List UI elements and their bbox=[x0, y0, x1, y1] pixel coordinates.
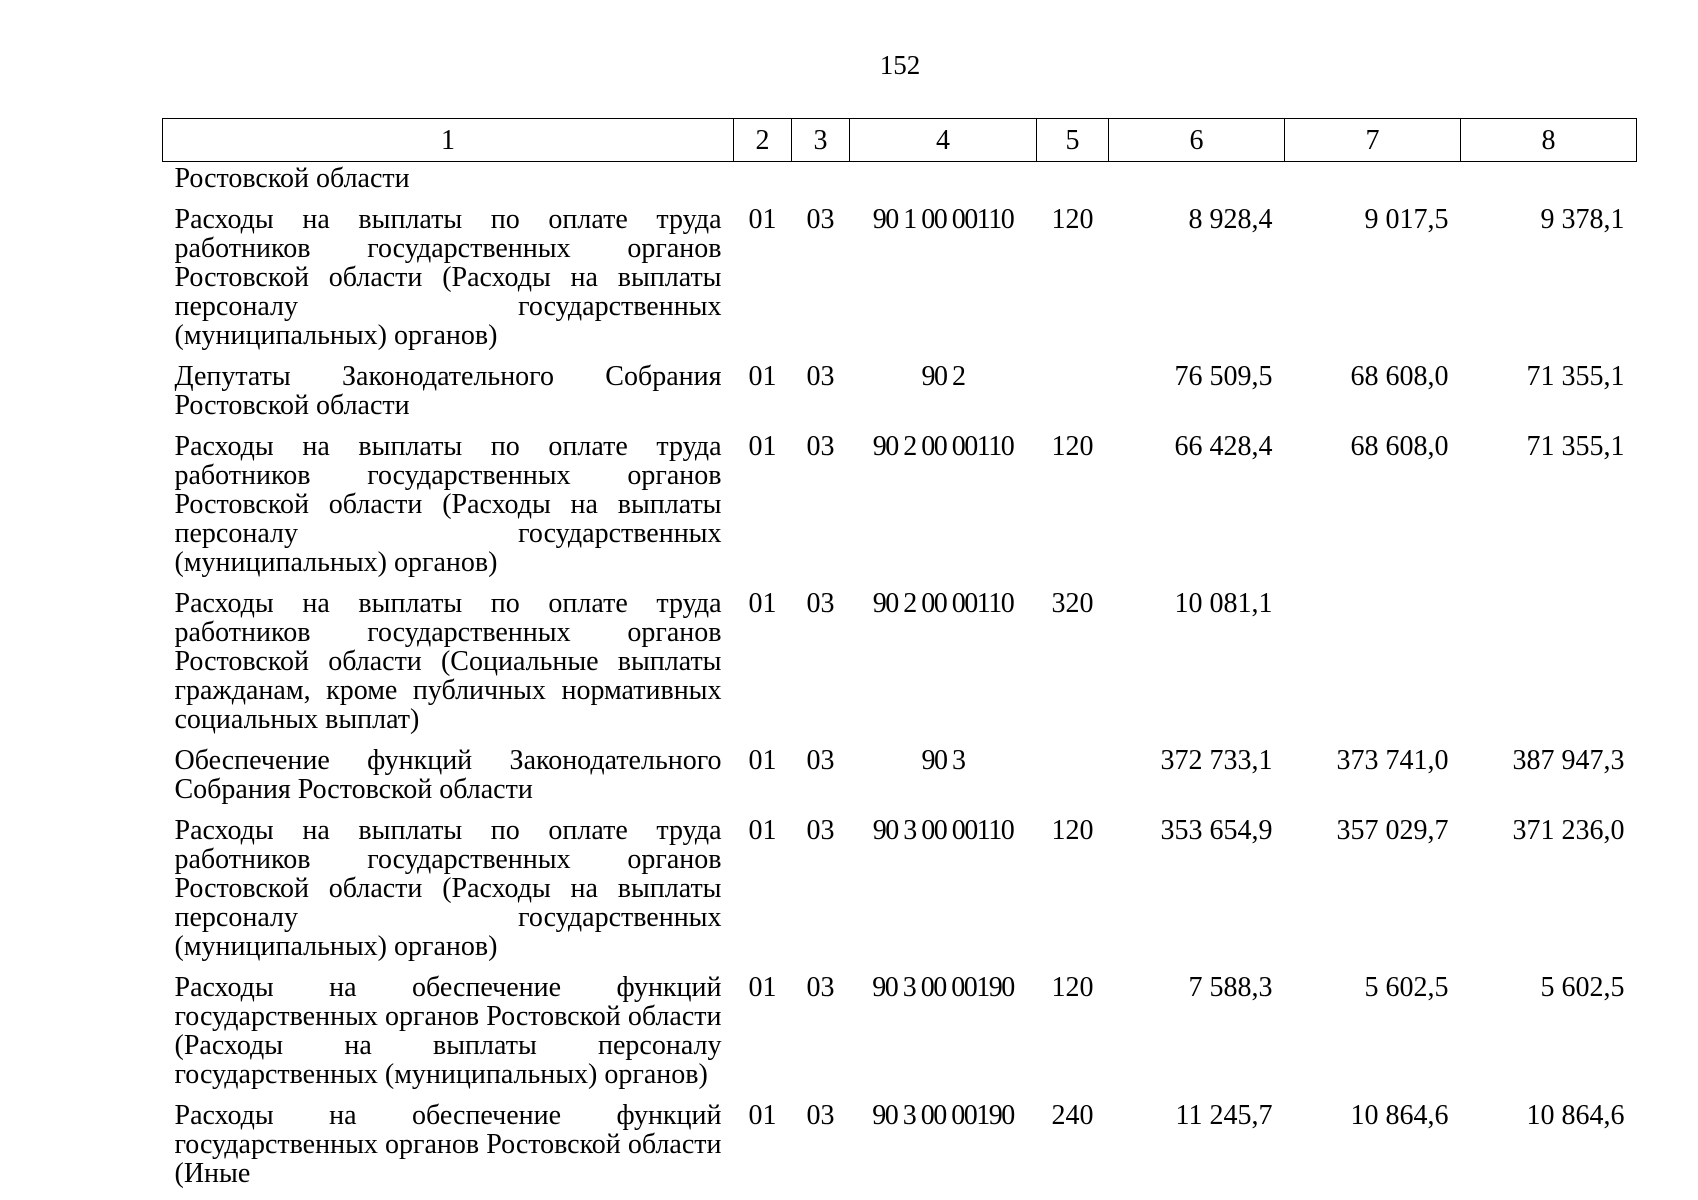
column-header-3: 3 bbox=[792, 119, 850, 162]
expense-type-code: 120 bbox=[1051, 204, 1094, 235]
amount-col-8 bbox=[1461, 589, 1637, 746]
row-description: Расходы на выплаты по оплате труда работников государственных органов Ростовской области (Расходы на выплаты персоналу государственных (муниципальных) органов) bbox=[174, 815, 722, 962]
amount-col-7: 10 864,6 bbox=[1350, 1100, 1449, 1131]
column-header-1: 1 bbox=[163, 119, 734, 162]
budget-table bbox=[162, 118, 1637, 1200]
table-row bbox=[163, 746, 1637, 816]
expense-type-code bbox=[1037, 746, 1109, 816]
amount-col-7: 373 741,0 bbox=[1336, 745, 1449, 776]
row-description: Депутаты Законодательного Собрания Ростовской области bbox=[174, 361, 722, 421]
row-description: Расходы на выплаты по оплате труда работников государственных органов Ростовской области (Расходы на выплаты персоналу государственных (муниципальных) органов) bbox=[174, 204, 722, 351]
target-article-code: 90 2 00 00110 bbox=[872, 431, 1014, 462]
column-header-7: 7 bbox=[1285, 119, 1461, 162]
header-row bbox=[163, 119, 1637, 162]
target-article-code: 90 1 00 00110 bbox=[872, 204, 1014, 235]
table-row bbox=[163, 1101, 1637, 1200]
table-row bbox=[163, 362, 1637, 432]
amount-col-6: 353 654,9 bbox=[1160, 815, 1273, 846]
expense-type-code: 240 bbox=[1051, 1100, 1094, 1131]
table-row bbox=[163, 973, 1637, 1101]
page-number: 152 bbox=[879, 50, 921, 80]
section-code: 01 bbox=[748, 588, 777, 619]
expense-type-code: 120 bbox=[1051, 431, 1094, 462]
amount-col-8: 71 355,1 bbox=[1526, 431, 1625, 462]
target-article-code: 90 3 00 00110 bbox=[872, 815, 1014, 846]
table-row bbox=[163, 816, 1637, 973]
subsection-code: 03 bbox=[806, 972, 835, 1003]
table-row bbox=[163, 432, 1637, 589]
amount-col-7: 357 029,7 bbox=[1336, 815, 1449, 846]
row-description: Расходы на обеспечение функций государственных органов Ростовской области (Расходы на выплаты персоналу государственных (муниципальных) органов) bbox=[174, 972, 722, 1090]
subsection-code: 03 bbox=[806, 431, 835, 462]
section-code: 01 bbox=[748, 204, 777, 235]
amount-col-8: 71 355,1 bbox=[1526, 361, 1625, 392]
amount-col-8: 10 864,6 bbox=[1526, 1100, 1625, 1131]
amount-col-7: 5 602,5 bbox=[1364, 972, 1449, 1003]
target-article-code: 90 2 00 00110 bbox=[872, 588, 1014, 619]
amount-col-7 bbox=[1285, 589, 1461, 746]
row-description: Обеспечение функций Законодательного Собрания Ростовской области bbox=[174, 745, 722, 805]
amount-col-8: 371 236,0 bbox=[1512, 815, 1625, 846]
column-header-4: 4 bbox=[850, 119, 1037, 162]
section-code: 01 bbox=[748, 815, 777, 846]
expense-type-code: 120 bbox=[1051, 972, 1094, 1003]
subsection-code: 03 bbox=[806, 815, 835, 846]
amount-col-6: 66 428,4 bbox=[1174, 431, 1273, 462]
expense-type-code bbox=[1037, 362, 1109, 432]
expense-type-code: 320 bbox=[1051, 588, 1094, 619]
amount-col-6: 76 509,5 bbox=[1174, 361, 1273, 392]
amount-col-8: 9 378,1 bbox=[1540, 204, 1625, 235]
amount-col-6: 11 245,7 bbox=[1175, 1100, 1273, 1131]
column-header-2: 2 bbox=[734, 119, 792, 162]
subsection-code: 03 bbox=[806, 588, 835, 619]
subsection-code: 03 bbox=[806, 361, 835, 392]
subsection-code: 03 bbox=[806, 1100, 835, 1131]
target-article-code: 90 3 bbox=[921, 745, 965, 776]
section-code: 01 bbox=[748, 1100, 777, 1131]
row-description: Расходы на обеспечение функций государственных органов Ростовской области (Иные bbox=[174, 1100, 722, 1189]
target-article-code: 90 3 00 00190 bbox=[872, 1100, 1014, 1131]
amount-col-7: 68 608,0 bbox=[1350, 361, 1449, 392]
column-header-6: 6 bbox=[1109, 119, 1285, 162]
amount-col-6: 372 733,1 bbox=[1160, 745, 1273, 776]
subsection-code: 03 bbox=[806, 204, 835, 235]
column-header-8: 8 bbox=[1461, 119, 1637, 162]
expense-type-code: 120 bbox=[1051, 815, 1094, 846]
continuation-row bbox=[163, 162, 1637, 206]
target-article-code: 90 3 00 00190 bbox=[872, 972, 1014, 1003]
table-row bbox=[163, 205, 1637, 362]
target-article-code: 90 2 bbox=[921, 361, 965, 392]
amount-col-8: 5 602,5 bbox=[1540, 972, 1625, 1003]
section-code: 01 bbox=[748, 431, 777, 462]
continuation-text: Ростовской области bbox=[174, 163, 410, 194]
table-row bbox=[163, 589, 1637, 746]
amount-col-6: 7 588,3 bbox=[1188, 972, 1273, 1003]
section-code: 01 bbox=[748, 745, 777, 776]
section-code: 01 bbox=[748, 361, 777, 392]
subsection-code: 03 bbox=[806, 745, 835, 776]
column-header-5: 5 bbox=[1037, 119, 1109, 162]
section-code: 01 bbox=[748, 972, 777, 1003]
amount-col-7: 9 017,5 bbox=[1364, 204, 1449, 235]
amount-col-7: 68 608,0 bbox=[1350, 431, 1449, 462]
row-description: Расходы на выплаты по оплате труда работников государственных органов Ростовской области (Расходы на выплаты персоналу государственных (муниципальных) органов) bbox=[174, 431, 722, 578]
amount-col-8: 387 947,3 bbox=[1512, 745, 1625, 776]
row-description: Расходы на выплаты по оплате труда работников государственных органов Ростовской области (Социальные выплаты гражданам, кроме публичных нормативных социальных выплат) bbox=[174, 588, 722, 735]
amount-col-6: 10 081,1 bbox=[1174, 588, 1273, 619]
amount-col-6: 8 928,4 bbox=[1188, 204, 1273, 235]
